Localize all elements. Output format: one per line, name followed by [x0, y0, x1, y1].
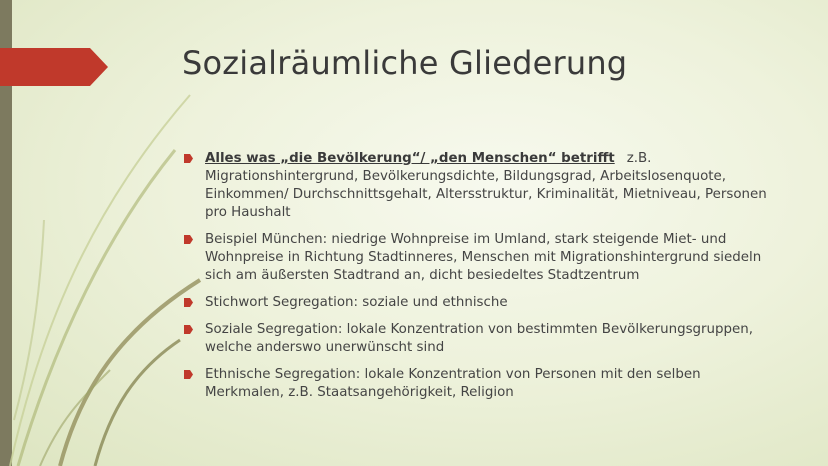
- bullet-emphasis: Alles was „die Bevölkerung“/ „den Menschen“ betrifft: [205, 151, 615, 166]
- bullet-list: [184, 150, 774, 411]
- bullet-text: Ethnische Segregation: lokale Konzentration von Personen mit den selben Merkmalen, z.B. Staatsangehörigkeit, Religion: [205, 367, 701, 400]
- bullet-text: Soziale Segregation: lokale Konzentration von bestimmten Bevölkerungsgruppen, welche anderswo unerwünscht sind: [205, 322, 754, 355]
- bullet-item: [184, 150, 774, 222]
- bullet-text: Stichwort Segregation: soziale und ethnische: [205, 295, 508, 310]
- bullet-item: [184, 231, 774, 285]
- bullet-arrow-icon: [184, 325, 193, 334]
- bullet-arrow-icon: [184, 298, 193, 307]
- bullet-item: [184, 321, 774, 357]
- bullet-arrow-icon: [184, 154, 193, 163]
- bullet-item: [184, 294, 774, 312]
- bullet-arrow-icon: [184, 370, 193, 379]
- bullet-text: z.B. Migrationshintergrund, Bevölkerungsdichte, Bildungsgrad, Arbeitslosenquote, Einkommen/ Durchschnittsgehalt, Altersstruktur, Kriminalität, Mietniveau, Personen pro Haushalt: [205, 151, 767, 220]
- title-arrow-icon: [0, 48, 108, 86]
- slide-title: Sozialräumliche Gliederung: [182, 44, 628, 82]
- bullet-arrow-icon: [184, 235, 193, 244]
- bullet-item: [184, 366, 774, 402]
- bullet-text: Beispiel München: niedrige Wohnpreise im Umland, stark steigende Miet- und Wohnpreise in Richtung Stadtinneres, Menschen mit Migrationshintergrund siedeln sich am äußersten Stadtrand an, dicht besiedeltes Stadtzentrum: [205, 232, 762, 283]
